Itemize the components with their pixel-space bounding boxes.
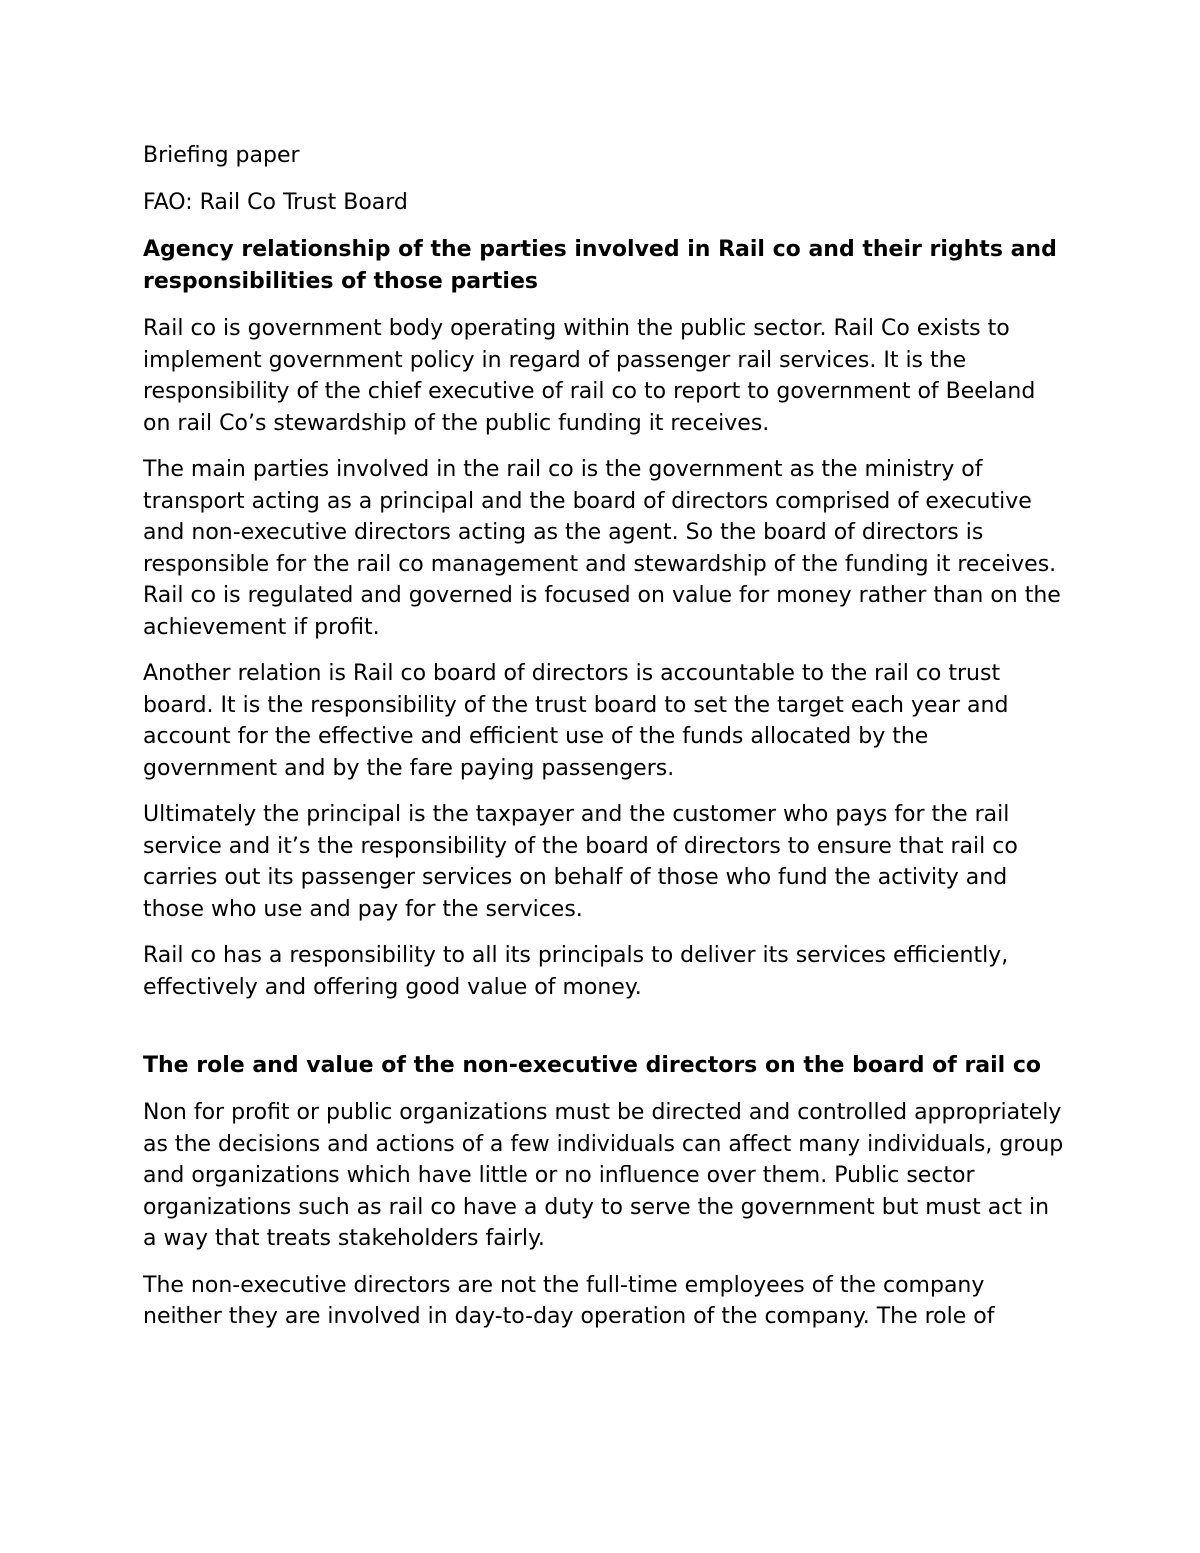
paragraph: Rail co is government body operating within the public sector. Rail Co exists to implement government policy in regard of passenger rail services. It is the responsibility of the chief executive of rail co to report to government of Beeland on rail Co’s stewardship of the public funding it receives. — [143, 316, 1036, 436]
fao-line: FAO: Rail Co Trust Board — [143, 190, 408, 215]
paragraph: Ultimately the principal is the taxpayer and the customer who pays for the rail service and it’s the responsibility of the board of directors to ensure that rail co carries out its passenger services on behalf of those who fund the activity and those who use and pay for the services. — [143, 802, 1018, 922]
paragraph: Rail co has a responsibility to all its principals to deliver its services efficiently, effectively and offering good value of money. — [143, 943, 1009, 1000]
paragraph: Another relation is Rail co board of directors is accountable to the rail co trust board. It is the responsibility of the trust board to set the target each year and account for the effective and efficient use of the funds allocated by the government and by the fare paying passengers. — [143, 661, 1009, 781]
paragraph: Non for profit or public organizations must be directed and controlled appropriately as the decisions and actions of a few individuals can affect many individuals, group and organizations which have little or no influence over them. Public sector organizations such as rail co have a duty to serve the government but must act in a way that treats stakeholders fairly. — [143, 1100, 1064, 1251]
section-heading-non-executive: The role and value of the non-executive directors on the board of rail co — [143, 1053, 1042, 1078]
paragraph: The main parties involved in the rail co is the government as the ministry of transport acting as a principal and the board of directors comprised of executive and non-executive directors acting as the agent. So the board of directors is responsible for the rail co management and stewardship of the funding it receives. Rail co is regulated and governed is focused on value for money rather than on the achievement if profit. — [143, 457, 1061, 640]
section-heading-agency: Agency relationship of the parties involved in Rail co and their rights and responsibilities of those parties — [143, 237, 1057, 294]
document-page — [143, 140, 1068, 1348]
blank-line — [143, 1018, 1068, 1050]
document-type: Briefing paper — [143, 143, 300, 168]
paragraph: The non-executive directors are not the full-time employees of the company neither they are involved in day-to-day operation of the company. The role of — [143, 1272, 995, 1329]
